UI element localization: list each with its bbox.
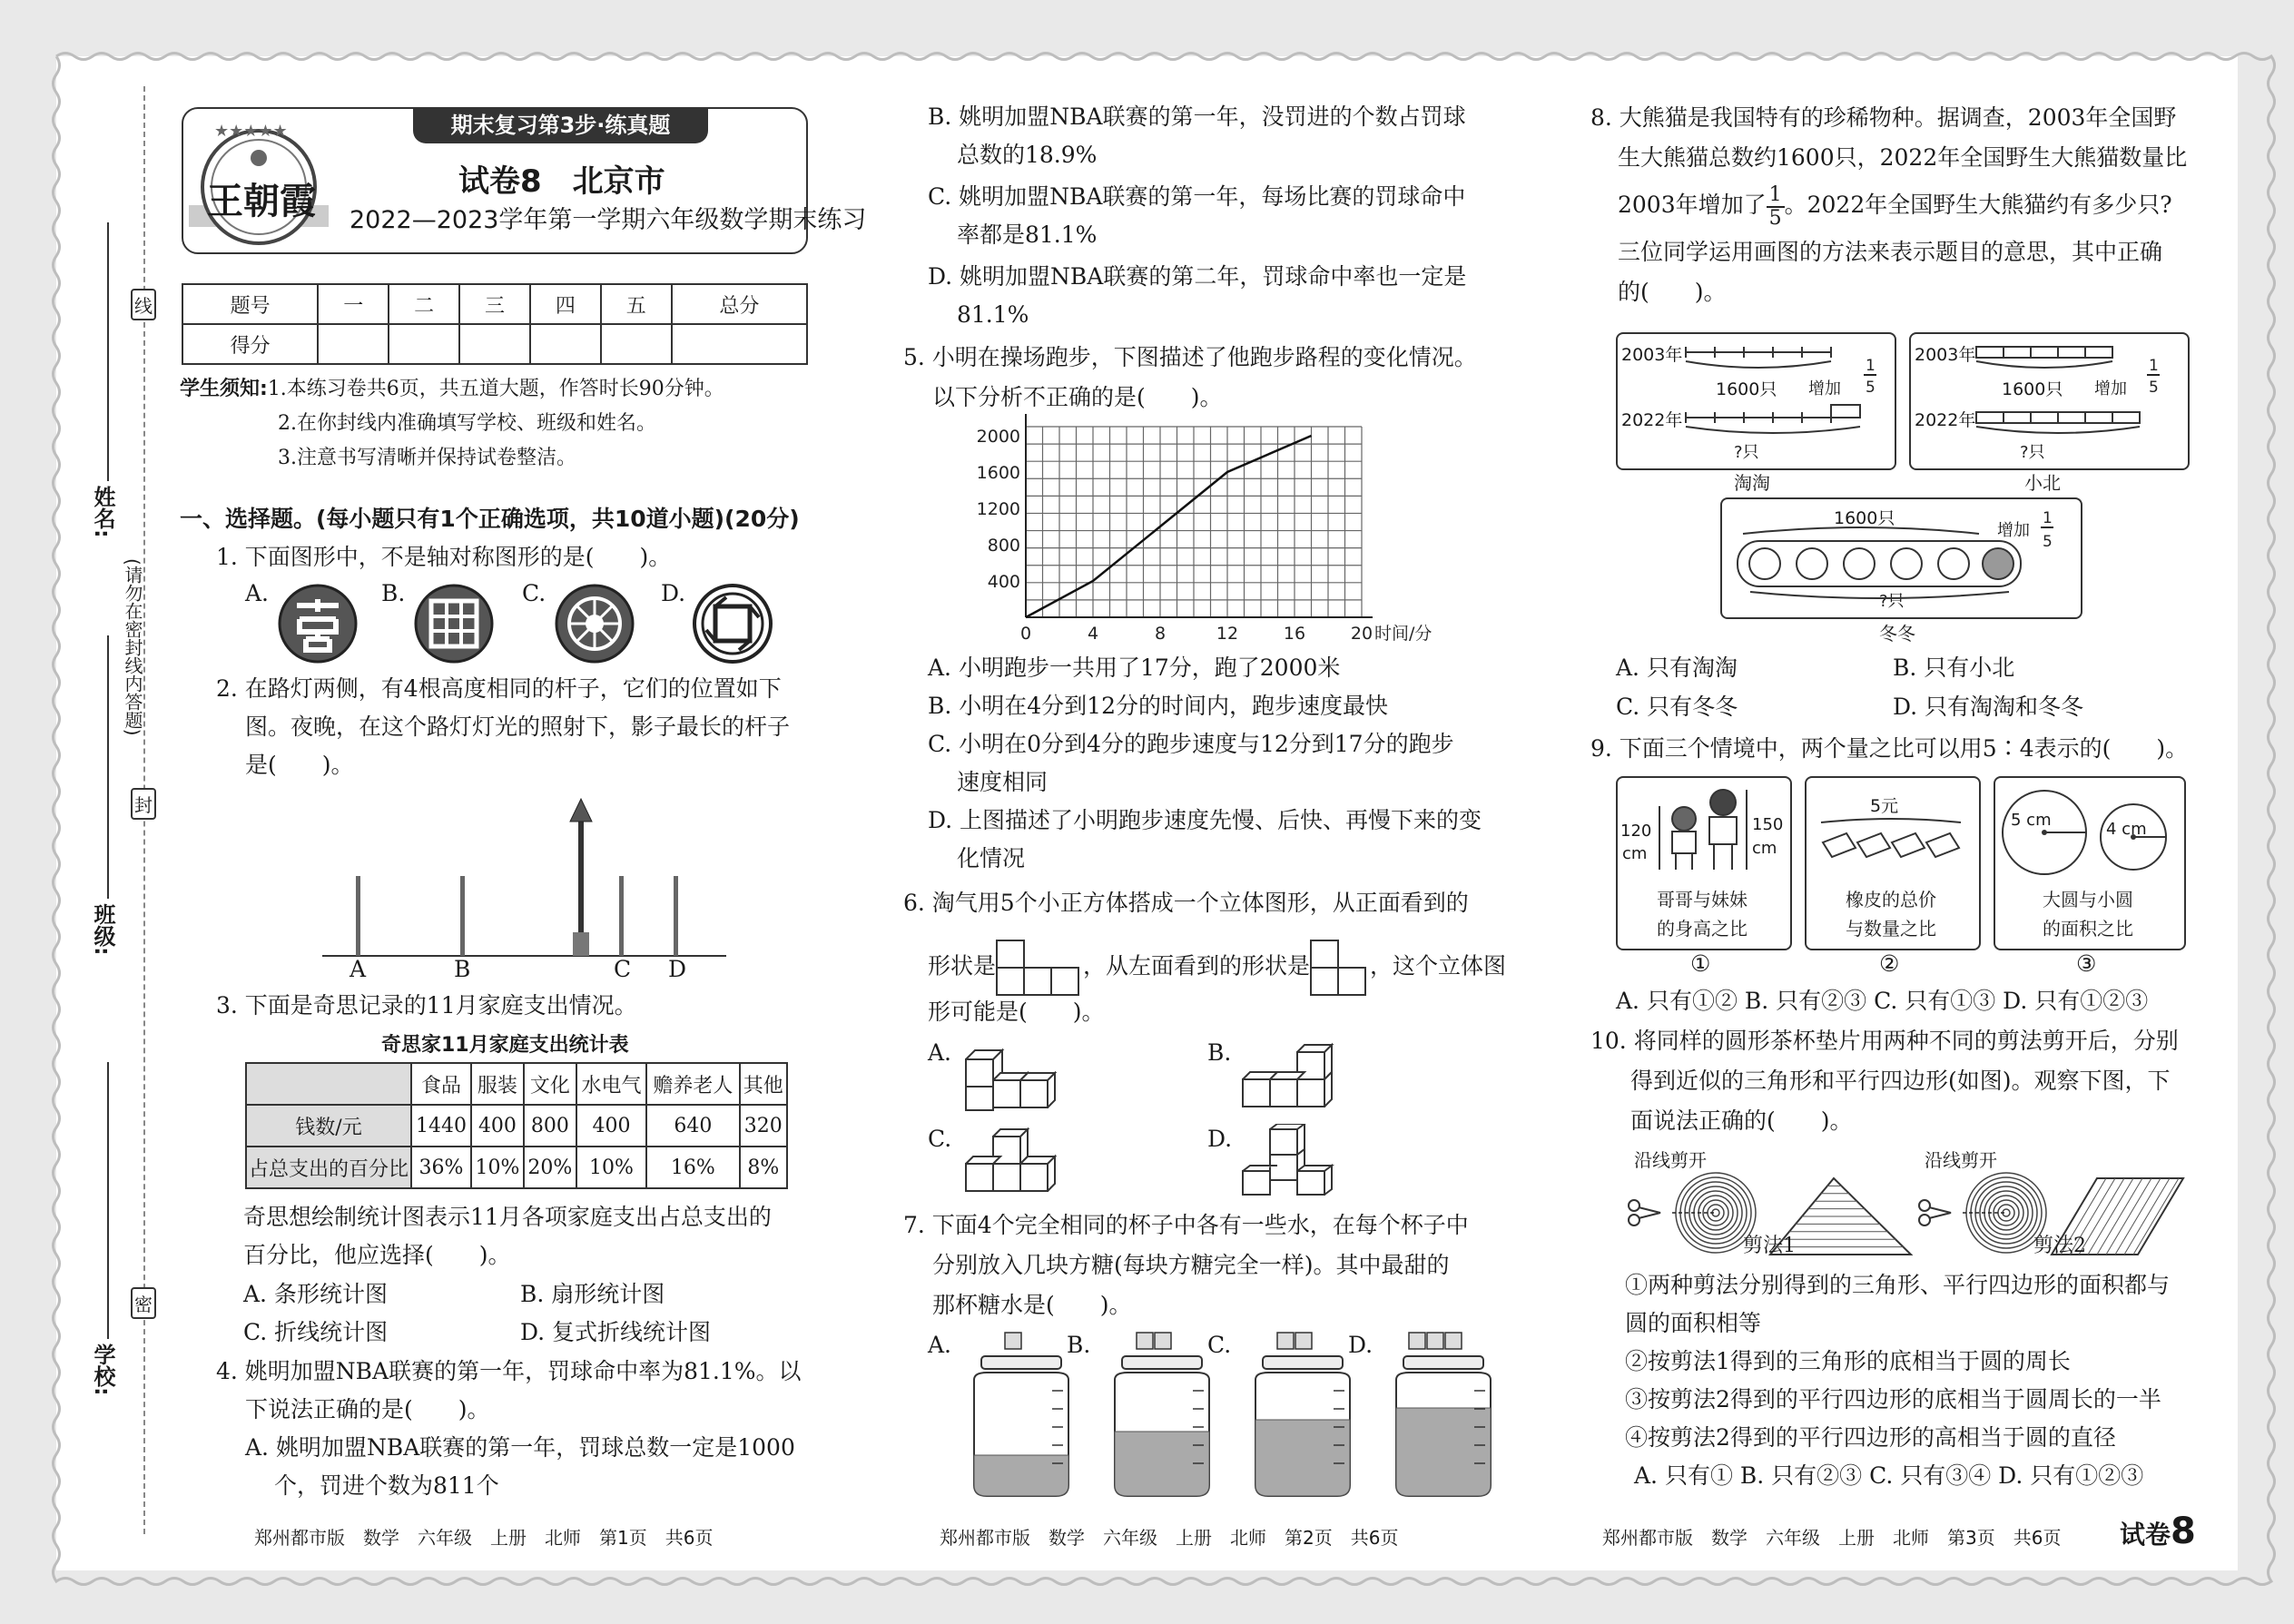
footer-page3: 郑州都市版 数学 六年级 上册 北师 第3页 共6页: [1602, 1527, 2062, 1549]
score-header: 二: [389, 284, 459, 324]
q3-table: [245, 1062, 788, 1189]
svg-text:1: 1: [2149, 357, 2159, 375]
q8-line: 的( )。: [1618, 279, 1727, 305]
x-tick-label: 12: [1216, 624, 1239, 644]
q8-bars-xiaobei: [1974, 345, 2179, 445]
q9-cm-2: cm: [1752, 839, 1777, 858]
q8-option-c[interactable]: C. 只有冬冬: [1616, 694, 1738, 720]
sugar-cube: [1409, 1333, 1425, 1349]
class-underline: [107, 635, 109, 899]
q3-cell: 8%: [740, 1147, 787, 1188]
score-cell[interactable]: [530, 324, 601, 364]
q2-label-a: A: [350, 956, 367, 982]
q10-figure: [1625, 1171, 2188, 1262]
q6-label-a: A.: [928, 1039, 952, 1066]
sugar-cube: [1277, 1333, 1294, 1349]
q2-figure: [322, 794, 731, 976]
x-tick-label: 16: [1283, 624, 1306, 644]
jar-lid: [1263, 1356, 1343, 1369]
notes-label: 学生须知:: [180, 378, 268, 400]
q9-caption-line: 与数量之比: [1846, 918, 1936, 940]
q10-statements: [1625, 1266, 2170, 1495]
svg-text:1: 1: [1866, 357, 1876, 375]
q3-th: 服装: [471, 1063, 524, 1105]
paper-title: 试卷8 北京市: [458, 163, 665, 200]
fraction-numerator: 1: [1767, 184, 1785, 208]
q9-h150: 150: [1752, 815, 1784, 834]
q5-option-d-cont: 化情况: [957, 845, 1026, 871]
footer-page2: 郑州都市版 数学 六年级 上册 北师 第2页 共6页: [940, 1527, 1399, 1549]
q1-stem: 1. 下面图形中，不是轴对称图形的是( )。: [216, 544, 672, 570]
q10-line: 10. 将同样的圆形茶杯垫片用两种不同的剪法剪开后，分别: [1590, 1028, 2179, 1054]
q7-label-a: A.: [928, 1332, 952, 1358]
q6-option-c-figure[interactable]: [962, 1124, 1071, 1196]
q10-statement: ④按剪法2得到的平行四边形的高相当于圆的直径: [1625, 1424, 2116, 1451]
scissors-icon: [1639, 1207, 1660, 1218]
score-header: 四: [530, 284, 601, 324]
scissors-icon: [1919, 1215, 1930, 1225]
paper-subtitle: 2022—2023学年第一学期六年级数学期末练习: [350, 206, 867, 234]
q9-caption-2: [1805, 885, 1977, 943]
school-underline: [107, 1062, 109, 1339]
q3-th: [246, 1063, 411, 1105]
seal-mark-seal: 封: [131, 788, 156, 820]
footer-paper-label: [2120, 1511, 2196, 1552]
q3-cell: 320: [740, 1105, 787, 1147]
q6-option-a-figure[interactable]: [962, 1039, 1071, 1112]
q3-cell: 1440: [411, 1105, 471, 1147]
q5-line: 5. 小明在操场跑步，下图描述了他跑步路程的变化情况。: [903, 344, 1477, 370]
sugar-cube: [1155, 1333, 1171, 1349]
q8-fraction: [1767, 184, 1785, 230]
q4-option-line: B. 姚明加盟NBA联赛的第一年，没罚进的个数占罚球: [928, 103, 1466, 130]
logo-text: 王朝霞: [207, 180, 316, 222]
q8-name-taotao: 淘淘: [1734, 472, 1770, 494]
name-underline: [107, 222, 109, 481]
q2-line: 图。夜晚，在这个路灯灯光的照射下，影子最长的杆子: [245, 714, 791, 740]
svg-text:5: 5: [2149, 379, 2159, 397]
q8-name-dongdong: 冬冬: [1879, 623, 1915, 645]
q7-label-b: B.: [1067, 1332, 1091, 1358]
scissors-icon: [1629, 1200, 1639, 1211]
q1-figure-a: [277, 583, 359, 664]
q8-line: 8. 大熊猫是我国特有的珍稀物种。据调查，2003年全国野: [1590, 104, 2177, 131]
q10-method-1: 剪法1: [1743, 1235, 1796, 1257]
x-tick-label: 0: [1019, 624, 1032, 644]
sugar-cube: [1445, 1333, 1462, 1349]
q6-label-c: C.: [928, 1126, 952, 1152]
q4-option-line: 总数的18.9%: [957, 142, 1098, 168]
score-cell[interactable]: [318, 324, 389, 364]
q9-options[interactable]: A. 只有①② B. 只有②③ C. 只有①③ D. 只有①②③: [1616, 988, 2149, 1014]
q4-option-line: 81.1%: [957, 301, 1029, 328]
y-tick-label: 800: [987, 536, 1020, 556]
q4-option-d[interactable]: [928, 258, 1466, 334]
q3-row-label: 占总支出的百分比: [246, 1147, 411, 1188]
note-item: 1.本练习卷共6页，共五道大题，作答时长90分钟。: [267, 378, 724, 400]
q9-h120: 120: [1620, 822, 1652, 841]
series-line: [1026, 436, 1312, 617]
score-cell[interactable]: [672, 324, 807, 364]
q3-table-title: 奇思家11月家庭支出统计表: [381, 1034, 629, 1057]
q3-cell: 640: [646, 1105, 739, 1147]
school-label: 学校:: [90, 1343, 115, 1396]
sugar-cube: [1005, 1333, 1021, 1349]
footer-page1: 郑州都市版 数学 六年级 上册 北师 第1页 共6页: [254, 1527, 714, 1549]
seal-mark-line: 线: [131, 289, 156, 320]
q8-text: 2003年增加了: [1618, 192, 1767, 218]
q4-option-b[interactable]: [928, 98, 1466, 174]
q10-statement: ①两种剪法分别得到的三角形、平行四边形的面积都与: [1625, 1272, 2171, 1298]
score-cell[interactable]: [389, 324, 459, 364]
q8-y2022-a: 2022年: [1621, 410, 1683, 430]
q2-stem: [216, 670, 790, 784]
q9-caption-1: [1616, 885, 1788, 943]
jar-water: [974, 1455, 1068, 1496]
q3-cell: 36%: [411, 1147, 471, 1188]
paper-number: 8: [2171, 1511, 2196, 1552]
q8-option-b[interactable]: B. 只有小北: [1893, 655, 2015, 681]
score-cell[interactable]: [601, 324, 672, 364]
q9-cm-1: cm: [1622, 844, 1648, 863]
q8-add-c: 增加: [1997, 521, 2030, 540]
q7-line: 那杯糖水是( )。: [932, 1292, 1132, 1318]
q3-option-b[interactable]: B. 扇形统计图: [520, 1281, 665, 1307]
q4-option-line: 个，罚进个数为811个: [274, 1472, 499, 1499]
q9-stem: 9. 下面三个情境中，两个量之比可以用5∶4表示的( )。: [1590, 735, 2189, 762]
q3-row-label: 钱数/元: [246, 1105, 411, 1147]
q10-cut-label-2: 沿线剪开: [1925, 1149, 1997, 1171]
q2-label-c: C: [614, 956, 632, 982]
fraction-denominator: 5: [1768, 206, 1782, 230]
svg-text:5: 5: [1866, 379, 1876, 397]
q9-caption-line: 的面积之比: [2043, 918, 2133, 940]
q8-add-a: 增加: [1808, 379, 1841, 399]
q9-circles-figure: [1997, 782, 2179, 882]
q7-jars: [958, 1327, 1502, 1500]
score-header: 一: [318, 284, 389, 324]
q1-label-b: B.: [381, 580, 406, 606]
score-header: 三: [459, 284, 530, 324]
q3-cell: 800: [524, 1105, 576, 1147]
q8-text: 。2022年全国野生大熊猫约有多少只?: [1784, 192, 2172, 218]
q8-circles-dongdong: [1732, 508, 2072, 608]
q4-line: 4. 姚明加盟NBA联赛的第一年，罚球命中率为81.1%。以: [216, 1358, 802, 1384]
q6-text: ，从左面看到的形状是: [1083, 952, 1311, 979]
q3-cell: 20%: [524, 1147, 576, 1188]
q8-option-d[interactable]: D. 只有淘淘和冬冬: [1893, 694, 2084, 720]
svg-text:5: 5: [2043, 533, 2053, 551]
q8-unknown-b: ?只: [2020, 443, 2045, 462]
x-tick-label: 4: [1087, 624, 1099, 644]
q1-figure-c: [554, 583, 635, 664]
q5-stem: [903, 338, 1477, 418]
q3-option-c[interactable]: C. 折线统计图: [243, 1319, 389, 1345]
q4-option-line: D. 姚明加盟NBA联赛的第二年，罚球命中率也一定是: [928, 263, 1467, 290]
x-tick-label: 20: [1350, 624, 1373, 644]
q7-line: 7. 下面4个完全相同的杯子中各有一些水，在每个杯子中: [903, 1212, 1469, 1238]
q8-add-b: 增加: [2094, 379, 2127, 399]
section-title: 一、选择题。(每小题只有1个正确选项，共10道小题)(20分): [180, 506, 800, 532]
q8-stem: [1590, 98, 2187, 312]
q3-th: 其他: [740, 1063, 787, 1105]
q4-option-c[interactable]: [928, 178, 1465, 254]
q9-erasers-figure: [1814, 815, 1968, 879]
q7-label-c: C.: [1207, 1332, 1232, 1358]
score-header: 五: [601, 284, 672, 324]
q9-r4: 4 cm: [2106, 820, 2147, 839]
q7-label-d: D.: [1348, 1332, 1373, 1358]
q5-option-a[interactable]: A. 小明跑步一共用了17分，跑了2000米: [928, 655, 1341, 681]
q1-figure-d: [692, 583, 773, 664]
q3-option-a[interactable]: A. 条形统计图: [243, 1281, 388, 1307]
q10-cut-label-1: 沿线剪开: [1634, 1149, 1707, 1171]
q10-line: 得到近似的三角形和平行四边形(如图)。观察下图，下: [1630, 1068, 2171, 1094]
q8-option-a[interactable]: A. 只有淘淘: [1616, 655, 1738, 681]
q9-num-1: ①: [1690, 950, 1711, 977]
q6-front-view: [996, 940, 1083, 996]
q9-r5: 5 cm: [2011, 811, 2052, 830]
score-header: 题号: [182, 284, 318, 324]
q1-label-a: A.: [245, 580, 270, 606]
scissors-icon: [1629, 1215, 1639, 1225]
q9-children-figure: [1652, 782, 1752, 873]
name-label: 姓名:: [90, 486, 115, 538]
q9-caption-line: 的身高之比: [1657, 918, 1748, 940]
jar-water: [1396, 1408, 1491, 1496]
q5-option-d[interactable]: D. 上图描述了小明跑步速度先慢、后快、再慢下来的变: [928, 807, 1482, 833]
seal-mark-close: 密: [131, 1287, 156, 1319]
paper-label-text: 试卷: [2120, 1520, 2171, 1550]
jar-lid: [1122, 1356, 1202, 1369]
q2-label-b: B: [454, 956, 471, 982]
q3-cell: 400: [471, 1105, 524, 1147]
q8-1600-c: 1600只: [1834, 508, 1895, 528]
q3-cell: 16%: [646, 1147, 739, 1188]
q8-bars-taotao: [1684, 345, 1888, 445]
q4-option-line: C. 姚明加盟NBA联赛的第一年，每场比赛的罚球命中: [928, 183, 1466, 210]
q8-unknown-a: ?只: [1734, 443, 1759, 462]
q6-option-d-figure[interactable]: [1239, 1124, 1348, 1196]
q5-option-c-cont: 速度相同: [957, 769, 1049, 795]
q6-label-d: D.: [1207, 1126, 1233, 1152]
q3-stem: 3. 下面是奇思记录的11月家庭支出情况。: [216, 992, 637, 1019]
header-banner: 期末复习第3步·练真题: [413, 107, 708, 143]
q4-option-line: 率都是81.1%: [957, 221, 1098, 248]
score-cell[interactable]: [459, 324, 530, 364]
q2-label-d: D: [668, 956, 687, 982]
q3-th: 水电气: [576, 1063, 646, 1105]
q4-option-line: A. 姚明加盟NBA联赛的第一年，罚球总数一定是1000: [245, 1434, 795, 1461]
q5-line-chart: [962, 413, 1471, 649]
x-axis-label: 时间/分: [1374, 624, 1433, 644]
notes: [180, 372, 724, 476]
q4-stem: [216, 1353, 802, 1429]
q8-line: 三位同学运用画图的方法来表示题目的意思，其中正确: [1618, 239, 2163, 265]
q5-option-c[interactable]: C. 小明在0分到4分的跑步速度与12分到17分的跑步: [928, 731, 1454, 757]
q9-num-2: ②: [1879, 950, 1900, 977]
q9-caption-line: 大圆与小圆: [2043, 889, 2133, 910]
q8-1600-b: 1600只: [2002, 379, 2063, 399]
q6-line3: 形可能是( )。: [928, 999, 1105, 1025]
y-tick-label: 1600: [976, 463, 1020, 483]
q6-label-b: B.: [1207, 1039, 1232, 1066]
q3-th: 文化: [524, 1063, 576, 1105]
q8-y2003-a: 2003年: [1621, 345, 1683, 365]
scissors-icon: [1919, 1200, 1930, 1211]
sugar-cube: [1295, 1333, 1312, 1349]
q3-line: 奇思想绘制统计图表示11月各项家庭支出占总支出的: [243, 1204, 772, 1230]
sugar-cube: [1427, 1333, 1443, 1349]
q1-label-c: C.: [522, 580, 546, 606]
q3-line: 百分比，他应选择( )。: [243, 1242, 511, 1268]
q9-caption-line: 哥哥与妹妹: [1657, 889, 1748, 910]
score-table: [182, 283, 808, 365]
q4-option-a[interactable]: [245, 1429, 795, 1505]
q9-price: 5元: [1870, 796, 1899, 816]
svg-text:★★★★★: ★★★★★: [214, 122, 288, 141]
q7-stem: [903, 1206, 1469, 1325]
q6-text: 形状是: [928, 952, 997, 979]
scissors-icon: [1929, 1207, 1951, 1218]
q3-cell: 10%: [471, 1147, 524, 1188]
y-tick-label: 1200: [976, 499, 1020, 519]
q6-text: ，这个立体图: [1370, 952, 1507, 979]
q10-statement: ③按剪法2得到的平行四边形的底相当于圆周长的一半: [1625, 1386, 2161, 1412]
sugar-cube: [1137, 1333, 1153, 1349]
score-header: 总分: [672, 284, 807, 324]
q10-method-2: 剪法2: [2033, 1235, 2086, 1257]
class-label: 班级:: [90, 903, 115, 956]
q1-figure-b: [413, 583, 495, 664]
y-tick-label: 2000: [976, 427, 1020, 447]
seal-notice: (请勿在密封线内答题): [122, 558, 143, 736]
q6-line1: 6. 淘气用5个小正方体搭成一个立体图形，从正面看到的: [903, 890, 1469, 916]
q8-y2022-b: 2022年: [1915, 410, 1976, 430]
q8-1600-a: 1600只: [1716, 379, 1777, 399]
score-label: 得分: [182, 324, 318, 364]
x-tick-label: 8: [1154, 624, 1167, 644]
q8-name-xiaobei: 小北: [2024, 472, 2061, 494]
y-tick-label: 400: [987, 572, 1020, 592]
q9-caption-3: [1994, 885, 2182, 943]
q8-unknown-c: ?只: [1879, 592, 1905, 611]
q4-line: 下说法正确的是( )。: [245, 1396, 490, 1422]
q3-th: 赡养老人: [646, 1063, 739, 1105]
q3-cell: 10%: [576, 1147, 646, 1188]
q2-line: 是( )。: [245, 752, 354, 778]
q3-option-d[interactable]: D. 复式折线统计图: [520, 1319, 712, 1345]
jar-lid: [1403, 1356, 1483, 1369]
q5-option-b[interactable]: B. 小明在4分到12分的时间内，跑步速度最快: [928, 693, 1388, 719]
q1-label-d: D.: [661, 580, 686, 606]
q6-line2: [928, 940, 1506, 996]
q10-statement: 圆的面积相等: [1625, 1310, 1762, 1336]
jar-lid: [981, 1356, 1061, 1369]
q8-y2003-b: 2003年: [1915, 345, 1976, 365]
q6-option-b-figure[interactable]: [1239, 1039, 1348, 1112]
q5-line: 以下分析不正确的是( )。: [932, 384, 1223, 410]
q2-line: 2. 在路灯两侧，有4根高度相同的杆子，它们的位置如下: [216, 675, 782, 702]
q7-line: 分别放入几块方糖(每块方糖完全一样)。其中最甜的: [932, 1252, 1450, 1278]
q3-after: [243, 1198, 772, 1275]
q3-th: 食品: [411, 1063, 471, 1105]
jar-water: [1255, 1420, 1350, 1496]
q8-line: 生大熊猫总数约1600只，2022年全国野生大熊猫数量比: [1618, 144, 2188, 171]
q10-stem: [1590, 1021, 2179, 1141]
q10-options[interactable]: A. 只有① B. 只有②③ C. 只有③④ D. 只有①②③: [1634, 1462, 2144, 1489]
q6-left-view: [1310, 940, 1370, 996]
q3-cell: 400: [576, 1105, 646, 1147]
svg-text:1: 1: [2043, 509, 2053, 527]
note-item: 2.在你封线内准确填写学校、班级和姓名。: [278, 412, 656, 435]
q9-num-3: ③: [2076, 950, 2097, 977]
q10-line: 面说法正确的( )。: [1630, 1107, 1853, 1134]
q10-statement: ②按剪法1得到的三角形的底相当于圆的周长: [1625, 1348, 2071, 1374]
note-item: 3.注意书写清晰并保持试卷整洁。: [278, 447, 576, 469]
q5-options: [928, 649, 1482, 878]
q9-caption-line: 橡皮的总价: [1846, 889, 1936, 910]
